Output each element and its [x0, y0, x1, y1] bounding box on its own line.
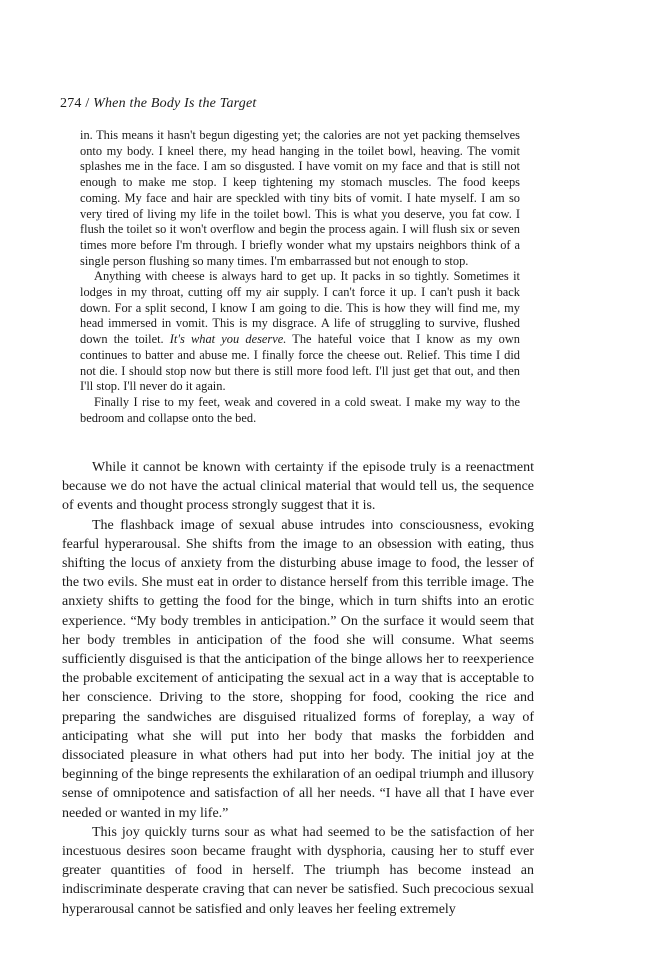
extract-p2-text-after: The hateful voice that I know as my own continues to batter and abuse me. I finally force the cheese out. Relief. This time I did not die. I should stop now but there is still more food left. I'll just get that out, and then I'll stop. I'll never do it again.: [80, 332, 521, 394]
extract-paragraph-1: in. This means it hasn't begun digesting yet; the calories are not yet packing themselves onto my body. I kneel there, my head hanging in the toilet bowl, heaving. The vomit splashes me in the face. I am so disgusted. I have vomit on my face and that is still not enough to make me stop. I keep tightening my stomach muscles. The food keeps coming. My face and hair are speckled with tiny bits of vomit. I hate myself. I am so very tired of living my life in the toilet bowl. This is what you deserve, you fat cow. I flush the toilet so it won't overflow and begin the process again. I will flush six or seven times more before I'm through. I briefly wonder what my upstairs neighbors think of a single person flushing so many times. I'm embarrassed but not enough to stop.: [80, 128, 520, 268]
extract-p2-italic-phrase: It's what you deserve.: [169, 332, 287, 347]
extract-paragraph-2: [80, 269, 520, 395]
body-paragraph-2: The flashback image of sexual abuse intrudes into consciousness, evoking fearful hyperarousal. She shifts from the image to an obsession with eating, thus shifting the locus of anxiety from the disturbing abuse image to food, the lesser of the two evils. She must eat in order to distance herself from this terrible image. The anxiety shifts to getting the food for the binge, which in turn shifts into an erotic experience. “My body trembles in anticipation.” On the surface it would seem that her body trembles in anticipation of the food she will consume. What seems sufficiently disguised is that the anticipation of the binge allows her to reexperience the probable excitement of anticipating the sexual act in a way that is acceptable to her conscience. Driving to the store, shopping for food, cooking the rice and preparing the sandwiches are disguised ritualized forms of foreplay, a way of anticipating what she will put into her body that masks the forbidden and dissociated pleasure in what others had put into her body. The initial joy at the beginning of the binge represents the exhilaration of an oedipal triumph and illusory sense of omnipotence and satisfaction of all her needs. “I have all that I have ever needed or wanted in my life.”: [62, 517, 534, 821]
running-head-separator: /: [85, 96, 90, 111]
running-head: [60, 96, 257, 112]
extract-p2-text-before: Anything with cheese is always hard to get up. It packs in so tightly. Sometimes it lodges in my throat, cutting off my air supply. I can't force it up. I can't push it back down. For a split second, I know I am going to die. This is how they will find me, my head immersed in vomit. This is my disgrace. A life of struggling to survive, flushed down the toilet.: [80, 269, 520, 347]
book-title: When the Body Is the Target: [93, 96, 257, 111]
block-quote-extract: [80, 128, 520, 426]
body-text: [62, 458, 534, 919]
body-paragraph-3: This joy quickly turns sour as what had seemed to be the satisfaction of her incestuous desires soon became fraught with dysphoria, causing her to stuff ever greater quantities of food in herself. The triumph has become instead an indiscriminate desperate craving that can never be satisfied. Such precocious sexual hyperarousal cannot be satisfied and only leaves her feeling extremely: [62, 824, 534, 917]
body-paragraph-1: While it cannot be known with certainty if the episode truly is a reenactment because we do not have the actual clinical material that would tell us, the sequence of events and thought process strongly suggest that it is.: [62, 460, 534, 514]
extract-paragraph-3: Finally I rise to my feet, weak and covered in a cold sweat. I make my way to the bedroom and collapse onto the bed.: [80, 394, 520, 425]
page-number: 274: [60, 96, 82, 111]
